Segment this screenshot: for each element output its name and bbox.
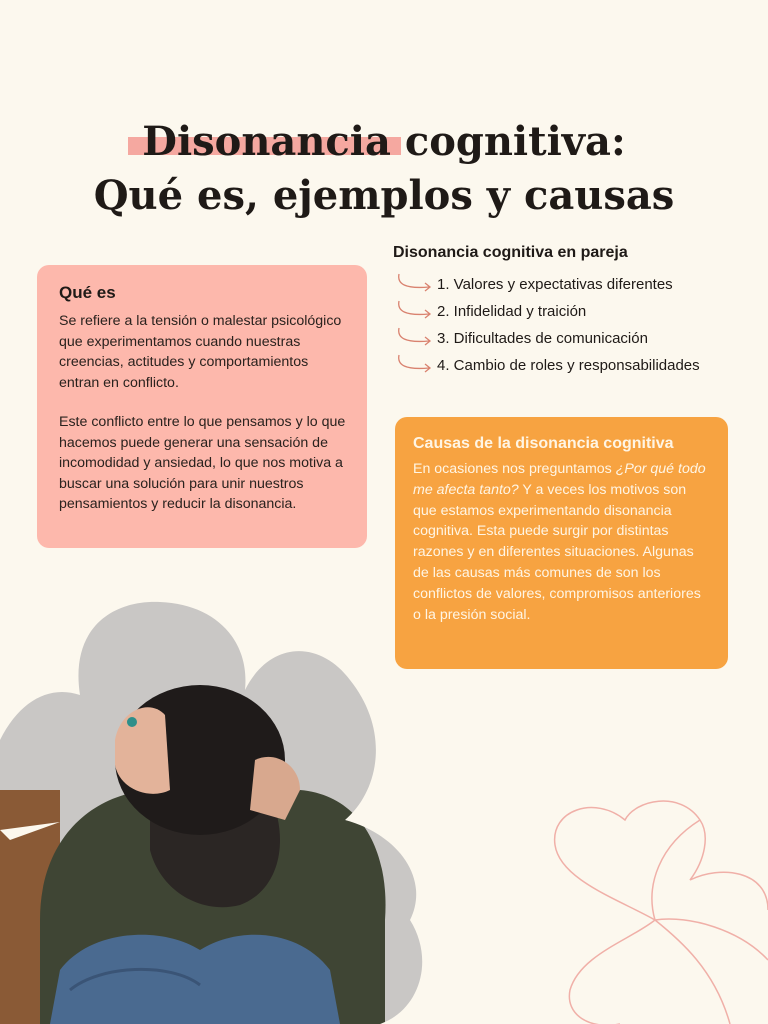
pareja-list xyxy=(393,274,753,382)
que-es-card xyxy=(37,265,367,548)
flower-outline-icon xyxy=(540,790,768,1024)
title-highlight: Disonancia xyxy=(142,115,391,169)
list-item xyxy=(393,274,753,301)
title-line-1 xyxy=(0,115,768,169)
list-item xyxy=(393,355,753,382)
title-line-2: Qué es, ejemplos y causas xyxy=(93,171,675,219)
list-item-text: 3. Dificultades de comunicación xyxy=(437,330,648,347)
page-title xyxy=(0,115,768,223)
que-es-heading: Qué es xyxy=(59,283,116,302)
curved-arrow-icon xyxy=(395,272,435,294)
list-item-text: 4. Cambio de roles y responsabilidades xyxy=(437,357,700,374)
pareja-section xyxy=(393,244,753,382)
curved-arrow-icon xyxy=(395,299,435,321)
curved-arrow-icon xyxy=(395,353,435,375)
list-item-text: 1. Valores y expectativas diferentes xyxy=(437,276,673,293)
woman-photo-illustration xyxy=(0,590,470,1024)
que-es-paragraph-1: Se refiere a la tensión o malestar psicológico que experimentamos cuando nuestras creencias, actitudes y comportamientos entran en conflicto. xyxy=(59,313,342,391)
que-es-paragraph-2: Este conflicto entre lo que pensamos y lo que hacemos puede generar una sensación de incomodidad y ansiedad, lo que nos motiva a buscar una solución para unir nuestros pensamientos y reducir la disonancia. xyxy=(59,414,346,512)
causas-intro: En ocasiones nos preguntamos xyxy=(413,461,616,477)
causas-heading: Causas de la disonancia cognitiva xyxy=(413,435,674,452)
curved-arrow-icon xyxy=(395,326,435,348)
pareja-heading: Disonancia cognitiva en pareja xyxy=(393,244,628,261)
list-item xyxy=(393,328,753,355)
title-line-1-rest: cognitiva: xyxy=(390,117,626,165)
list-item xyxy=(393,301,753,328)
causas-question: ¿Por qué todo me afecta tanto? xyxy=(413,461,706,498)
causas-rest: Y a veces los motivos son que estamos experimentando disonancia cognitiva. Esta puede surgir por distintas razones y en diferentes situaciones. Algunas de las causas más comunes de son los conflictos de valores, compromisos anteriores o la presión social. xyxy=(413,481,701,623)
list-item-text: 2. Infidelidad y traición xyxy=(437,303,587,320)
